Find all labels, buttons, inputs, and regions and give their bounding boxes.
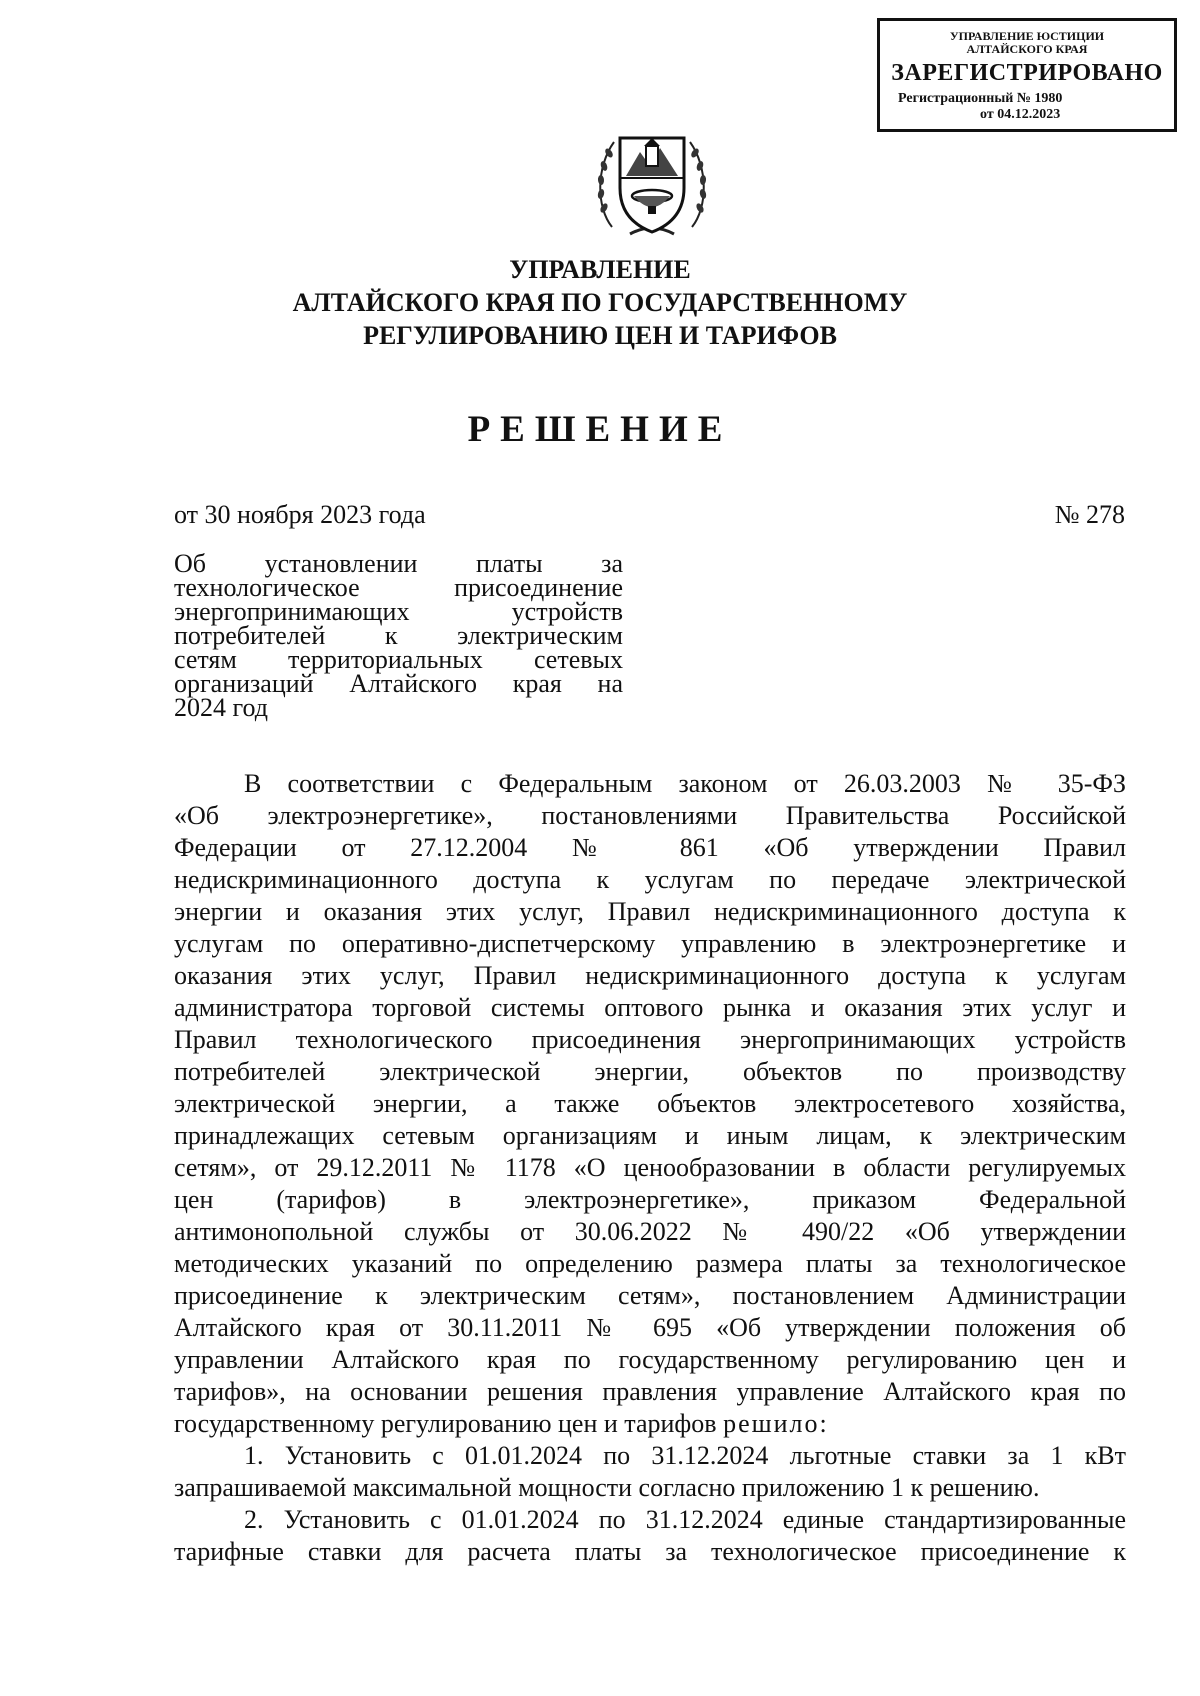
body-line: Федерации от 27.12.2004 № 861 «Об утверждении Правил: [174, 833, 1126, 862]
body-line: сетям», от 29.12.2011 № 1178 «О ценообразовании в области регулируемых: [174, 1153, 1126, 1182]
body-line: управлении Алтайского края по государственному регулированию цен и: [174, 1345, 1126, 1374]
body-line: Алтайского края от 30.11.2011 № 695 «Об утверждении положения об: [174, 1313, 1126, 1342]
document-number: № 278: [1054, 500, 1125, 529]
stamp-region-line: АЛТАЙСКОГО КРАЯ: [966, 42, 1088, 56]
body-line: энергии и оказания этих услуг, Правил недискриминационного доступа к: [174, 897, 1126, 926]
organization-name: [0, 253, 1200, 352]
subject-line: энергопринимающих устройств: [174, 597, 623, 626]
registration-stamp: [877, 18, 1177, 132]
body-line: цен (тарифов) в электроэнергетике», приказом Федеральной: [174, 1185, 1126, 1214]
body-line: услугам по оперативно-диспетчерскому управлению в электроэнергетике и: [174, 929, 1126, 958]
stamp-registration-number: Регистрационный № 1980: [898, 91, 1063, 106]
body-line: 1. Установить с 01.01.2024 по 31.12.2024 льготные ставки за 1 кВт: [244, 1441, 1126, 1470]
body-line: тарифные ставки для расчета платы за технологическое присоединение к: [174, 1537, 1126, 1566]
body-line: 2. Установить с 01.01.2024 по 31.12.2024 единые стандартизированные: [244, 1505, 1126, 1534]
subject-line: 2024 год: [174, 693, 268, 722]
body-line: электрической энергии, а также объектов электросетевого хозяйства,: [174, 1089, 1126, 1118]
body-line: оказания этих услуг, Правил недискриминационного доступа к услугам: [174, 961, 1126, 990]
body-line: методических указаний по определению размера платы за технологическое: [174, 1249, 1126, 1278]
subject-line: организаций Алтайского края на: [174, 669, 623, 698]
document-type-title: РЕШЕНИЕ: [467, 409, 733, 450]
body-line: [174, 1408, 1126, 1440]
subject-line: Об установлении платы за: [174, 549, 623, 578]
body-line: Правил технологического присоединения энергопринимающих устройств: [174, 1025, 1126, 1054]
subject-line: сетям территориальных сетевых: [174, 645, 623, 674]
subject-line: технологическое присоединение: [174, 573, 623, 602]
stamp-registration-date: от 04.12.2023: [980, 107, 1061, 122]
document-date: от 30 ноября 2023 года: [174, 500, 426, 529]
body-line: администратора торговой системы оптового рынка и оказания этих услуг и: [174, 993, 1126, 1022]
body-line: антимонопольной службы от 30.06.2022 № 490/22 «Об утверждении: [174, 1217, 1126, 1246]
body-line: потребителей электрической энергии, объектов по производству: [174, 1057, 1126, 1086]
body-line: «Об электроэнергетике», постановлениями Правительства Российской: [174, 801, 1126, 830]
org-line-2: АЛТАЙСКОГО КРАЯ ПО ГОСУДАРСТВЕННОМУ: [292, 288, 908, 317]
org-line-1: УПРАВЛЕНИЕ: [509, 255, 691, 284]
document-subject: [174, 549, 623, 722]
body-line: присоединение к электрическим сетям», постановлением Администрации: [174, 1281, 1126, 1310]
stamp-status: ЗАРЕГИСТРИРОВАНО: [891, 60, 1163, 86]
body-line: В соответствии с Федеральным законом от 26.03.2003 № 35-ФЗ: [244, 769, 1126, 798]
stamp-authority-line: УПРАВЛЕНИЕ ЮСТИЦИИ: [949, 29, 1105, 43]
coat-of-arms-icon: [590, 122, 714, 246]
org-line-3: РЕГУЛИРОВАНИЮ ЦЕН И ТАРИФОВ: [363, 321, 837, 350]
body-line: недискриминационного доступа к услугам по передаче электрической: [174, 865, 1126, 894]
subject-line: потребителей к электрическим: [174, 621, 623, 650]
body-line: принадлежащих сетевым организациям и иным лицам, к электрическим: [174, 1121, 1126, 1150]
body-line: запрашиваемой максимальной мощности согласно приложению 1 к решению.: [174, 1473, 1040, 1502]
body-line: тарифов», на основании решения правления управление Алтайского края по: [174, 1377, 1126, 1406]
decision-word: решило:: [723, 1409, 829, 1438]
body-line-text: государственному регулированию цен и тарифов: [174, 1409, 717, 1438]
document-body: [174, 768, 1126, 1568]
